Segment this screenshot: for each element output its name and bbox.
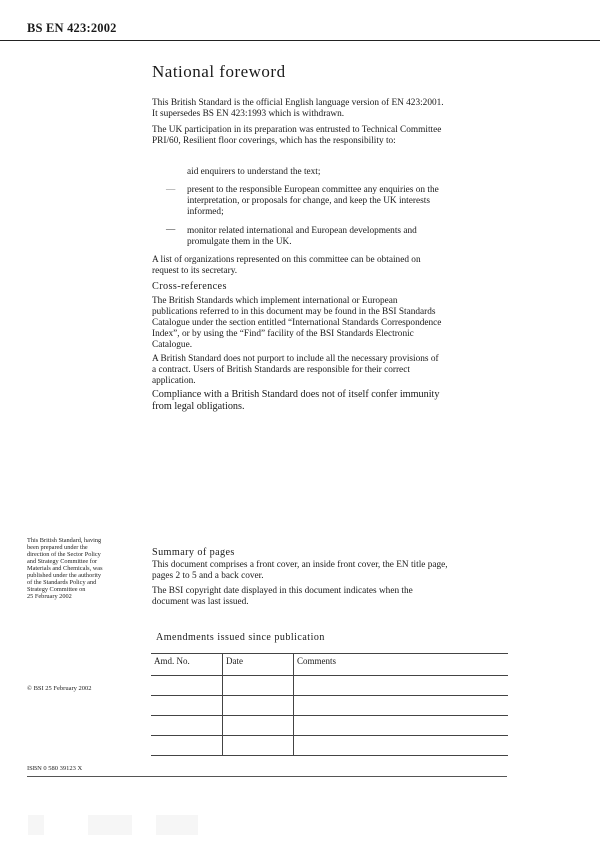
cross-ref-line: The British Standards which implement international or European bbox=[152, 296, 398, 306]
table-row bbox=[151, 736, 508, 756]
cross-ref-line: publications referred to in this document may be found in the BSI Standards bbox=[152, 307, 436, 317]
sidebar-note-line: This British Standard, having bbox=[27, 537, 102, 544]
copyright-date-line: The BSI copyright date displayed in this document indicates when the bbox=[152, 586, 413, 596]
contract-line: a contract. Users of British Standards are responsible for their correct bbox=[152, 365, 410, 375]
list-item-present-3: informed; bbox=[187, 207, 224, 217]
amendments-heading: Amendments issued since publication bbox=[156, 632, 325, 643]
summary-line: This document comprises a front cover, an inside front cover, the EN title page, bbox=[152, 560, 448, 570]
list-item-monitor-2: promulgate them in the UK. bbox=[187, 237, 292, 247]
copyright-notice: © BSI 25 February 2002 bbox=[27, 685, 92, 692]
intro-line-3: The UK participation in its preparation was entrusted to Technical Committee bbox=[152, 125, 442, 135]
sidebar-note-line: and Strategy Committee for bbox=[27, 558, 98, 565]
list-item-aid: aid enquirers to understand the text; bbox=[187, 167, 321, 177]
cross-ref-line: Index”, or by using the “Find” facility of the BSI Standards Electronic bbox=[152, 329, 414, 339]
table-row bbox=[151, 716, 508, 736]
faded-mark bbox=[28, 815, 44, 835]
column-header-comments: Comments bbox=[294, 654, 509, 676]
table-row bbox=[151, 676, 508, 696]
column-header-date: Date bbox=[223, 654, 294, 676]
intro-line-2: It supersedes BS EN 423:1993 which is withdrawn. bbox=[152, 109, 345, 119]
intro-line-4: PRI/60, Resilient floor coverings, which has the responsibility to: bbox=[152, 136, 396, 146]
organizations-line-2: request to its secretary. bbox=[152, 266, 238, 276]
list-item-present-1: present to the responsible European committee any enquiries on the bbox=[187, 185, 439, 195]
table-row bbox=[151, 696, 508, 716]
faded-mark bbox=[88, 815, 132, 835]
standard-number: BS EN 423:2002 bbox=[27, 21, 117, 35]
list-dash: — bbox=[166, 225, 176, 235]
footer-rule bbox=[27, 776, 507, 777]
summary-heading: Summary of pages bbox=[152, 547, 235, 558]
sidebar-note-line: Strategy Committee on bbox=[27, 586, 86, 593]
sidebar-note-line: published under the authority bbox=[27, 572, 101, 579]
list-dash: — bbox=[166, 185, 176, 195]
isbn: ISBN 0 580 39123 X bbox=[27, 765, 83, 772]
cross-ref-line: Catalogue. bbox=[152, 340, 193, 350]
summary-line: pages 2 to 5 and a back cover. bbox=[152, 571, 264, 581]
page-title: National foreword bbox=[152, 62, 286, 81]
contract-line: application. bbox=[152, 376, 196, 386]
sidebar-note-line: been prepared under the bbox=[27, 544, 88, 551]
compliance-line: Compliance with a British Standard does not of itself confer immunity bbox=[152, 389, 440, 400]
sidebar-note-line: Materials and Chemicals, was bbox=[27, 565, 103, 572]
organizations-line-1: A list of organizations represented on this committee can be obtained on bbox=[152, 255, 421, 265]
sidebar-note-line: direction of the Sector Policy bbox=[27, 551, 101, 558]
faded-mark bbox=[156, 815, 198, 835]
amendments-table bbox=[151, 653, 508, 756]
cross-ref-line: Catalogue under the section entitled “International Standards Correspondence bbox=[152, 318, 442, 328]
list-item-present-2: interpretation, or proposals for change, and keep the UK interests bbox=[187, 196, 430, 206]
column-header-amd-no: Amd. No. bbox=[151, 654, 223, 676]
intro-line-1: This British Standard is the official English language version of EN 423:2001. bbox=[152, 98, 444, 108]
sidebar-note-line: 25 February 2002 bbox=[27, 593, 72, 600]
contract-line: A British Standard does not purport to include all the necessary provisions of bbox=[152, 354, 439, 364]
copyright-date-line: document was last issued. bbox=[152, 597, 249, 607]
cross-references-heading: Cross-references bbox=[152, 281, 227, 292]
compliance-line: from legal obligations. bbox=[152, 401, 245, 412]
list-item-monitor-1: monitor related international and European developments and bbox=[187, 226, 417, 236]
sidebar-note-line: of the Standards Policy and bbox=[27, 579, 97, 586]
